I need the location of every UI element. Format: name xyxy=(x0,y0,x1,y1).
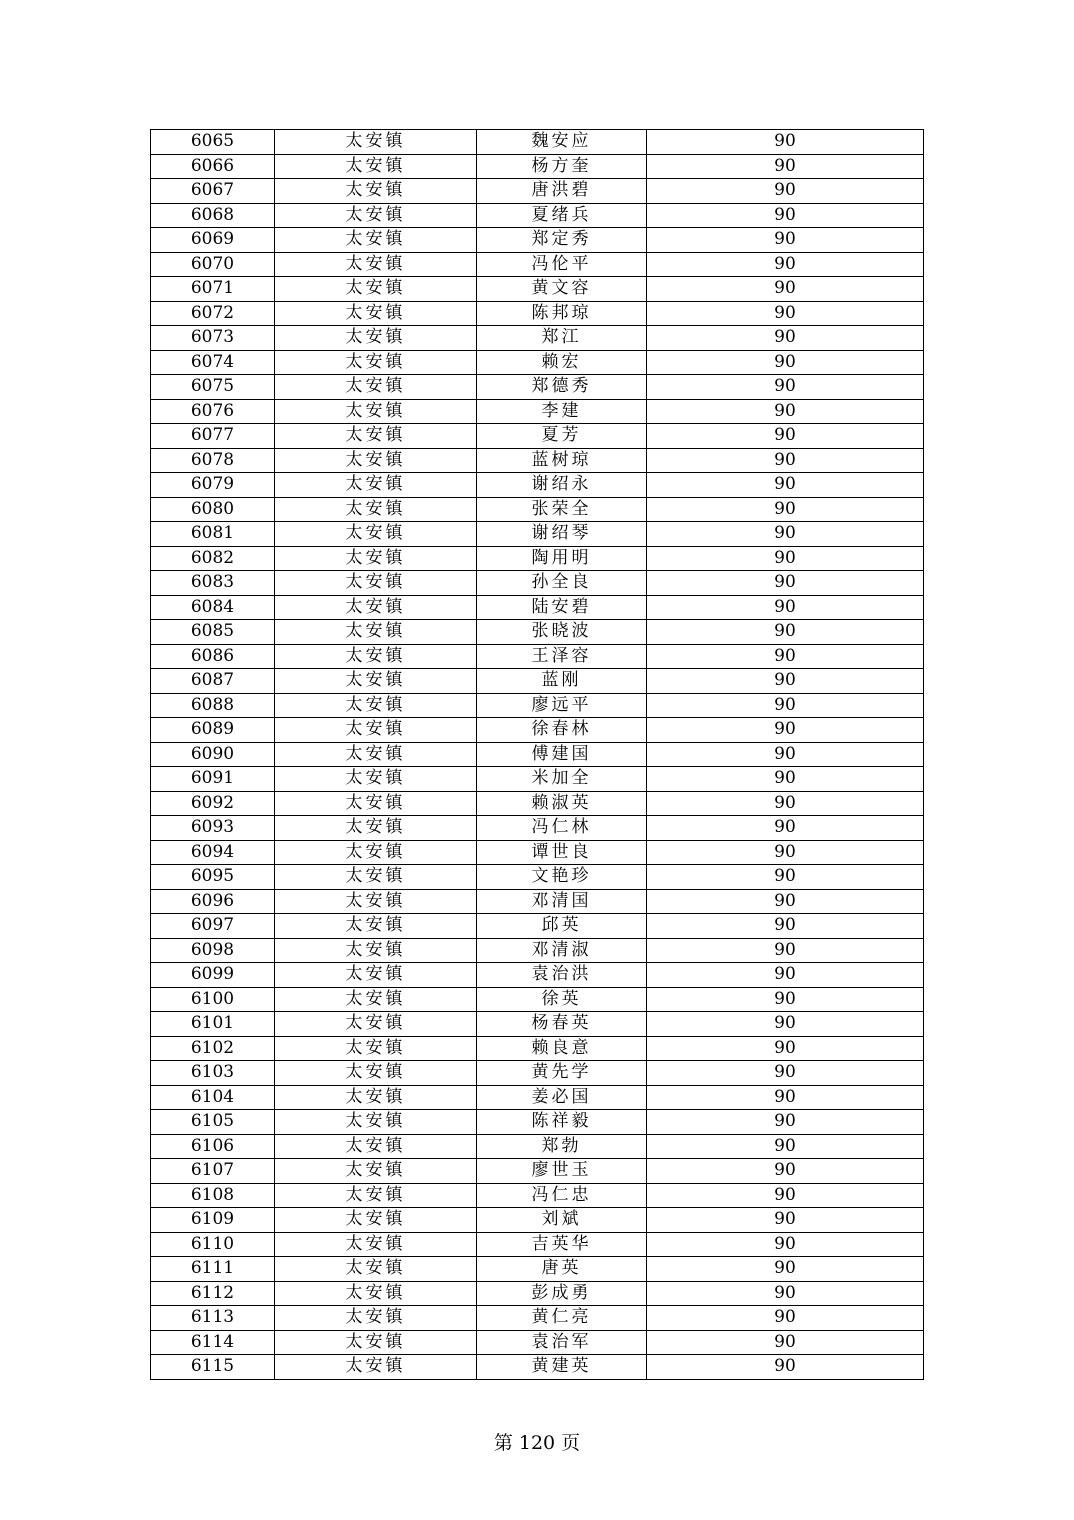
town-cell: 太安镇 xyxy=(275,424,477,449)
name-cell: 黄先学 xyxy=(477,1061,647,1086)
name-cell: 谢绍永 xyxy=(477,473,647,498)
value-cell: 90 xyxy=(647,840,924,865)
town-cell: 太安镇 xyxy=(275,840,477,865)
table-row xyxy=(151,350,924,375)
value-cell: 90 xyxy=(647,1036,924,1061)
value-cell: 90 xyxy=(647,595,924,620)
value-cell: 90 xyxy=(647,1159,924,1184)
row-number-cell: 6102 xyxy=(151,1036,275,1061)
value-cell: 90 xyxy=(647,1232,924,1257)
name-cell: 徐英 xyxy=(477,987,647,1012)
town-cell: 太安镇 xyxy=(275,742,477,767)
name-cell: 黄仁亮 xyxy=(477,1306,647,1331)
row-number-cell: 6065 xyxy=(151,130,275,155)
value-cell: 90 xyxy=(647,546,924,571)
name-cell: 孙全良 xyxy=(477,571,647,596)
table-row xyxy=(151,399,924,424)
row-number-cell: 6100 xyxy=(151,987,275,1012)
name-cell: 冯仁林 xyxy=(477,816,647,841)
table-row xyxy=(151,718,924,743)
town-cell: 太安镇 xyxy=(275,767,477,792)
name-cell: 魏安应 xyxy=(477,130,647,155)
row-number-cell: 6087 xyxy=(151,669,275,694)
town-cell: 太安镇 xyxy=(275,595,477,620)
name-cell: 夏绪兵 xyxy=(477,203,647,228)
town-cell: 太安镇 xyxy=(275,987,477,1012)
table-row xyxy=(151,669,924,694)
row-number-cell: 6077 xyxy=(151,424,275,449)
value-cell: 90 xyxy=(647,571,924,596)
name-cell: 王泽容 xyxy=(477,644,647,669)
table-row xyxy=(151,252,924,277)
town-cell: 太安镇 xyxy=(275,130,477,155)
table-row xyxy=(151,767,924,792)
town-cell: 太安镇 xyxy=(275,252,477,277)
table-row xyxy=(151,963,924,988)
name-cell: 黄建英 xyxy=(477,1355,647,1380)
name-cell: 彭成勇 xyxy=(477,1281,647,1306)
value-cell: 90 xyxy=(647,399,924,424)
table-row xyxy=(151,1183,924,1208)
table-row xyxy=(151,742,924,767)
value-cell: 90 xyxy=(647,718,924,743)
row-number-cell: 6107 xyxy=(151,1159,275,1184)
page-number: 第 120 页 xyxy=(493,1432,581,1454)
value-cell: 90 xyxy=(647,1183,924,1208)
name-cell: 夏芳 xyxy=(477,424,647,449)
table-row xyxy=(151,1085,924,1110)
row-number-cell: 6074 xyxy=(151,350,275,375)
value-cell: 90 xyxy=(647,424,924,449)
name-cell: 郑德秀 xyxy=(477,375,647,400)
table-row xyxy=(151,914,924,939)
town-cell: 太安镇 xyxy=(275,1134,477,1159)
value-cell: 90 xyxy=(647,448,924,473)
row-number-cell: 6066 xyxy=(151,154,275,179)
value-cell: 90 xyxy=(647,1306,924,1331)
row-number-cell: 6103 xyxy=(151,1061,275,1086)
row-number-cell: 6094 xyxy=(151,840,275,865)
row-number-cell: 6095 xyxy=(151,865,275,890)
town-cell: 太安镇 xyxy=(275,1232,477,1257)
town-cell: 太安镇 xyxy=(275,644,477,669)
name-cell: 杨方奎 xyxy=(477,154,647,179)
town-cell: 太安镇 xyxy=(275,718,477,743)
row-number-cell: 6082 xyxy=(151,546,275,571)
table-row xyxy=(151,865,924,890)
row-number-cell: 6070 xyxy=(151,252,275,277)
row-number-cell: 6092 xyxy=(151,791,275,816)
table-row xyxy=(151,1306,924,1331)
value-cell: 90 xyxy=(647,497,924,522)
town-cell: 太安镇 xyxy=(275,301,477,326)
name-cell: 李建 xyxy=(477,399,647,424)
town-cell: 太安镇 xyxy=(275,203,477,228)
row-number-cell: 6096 xyxy=(151,889,275,914)
value-cell: 90 xyxy=(647,375,924,400)
table-row xyxy=(151,203,924,228)
row-number-cell: 6073 xyxy=(151,326,275,351)
value-cell: 90 xyxy=(647,130,924,155)
value-cell: 90 xyxy=(647,767,924,792)
value-cell: 90 xyxy=(647,350,924,375)
roster-table-container xyxy=(150,129,923,1380)
town-cell: 太安镇 xyxy=(275,1183,477,1208)
value-cell: 90 xyxy=(647,1012,924,1037)
table-row xyxy=(151,840,924,865)
row-number-cell: 6069 xyxy=(151,228,275,253)
value-cell: 90 xyxy=(647,1330,924,1355)
table-row xyxy=(151,546,924,571)
value-cell: 90 xyxy=(647,473,924,498)
table-row xyxy=(151,816,924,841)
row-number-cell: 6104 xyxy=(151,1085,275,1110)
row-number-cell: 6084 xyxy=(151,595,275,620)
table-row xyxy=(151,424,924,449)
table-row xyxy=(151,179,924,204)
row-number-cell: 6076 xyxy=(151,399,275,424)
name-cell: 陈祥毅 xyxy=(477,1110,647,1135)
town-cell: 太安镇 xyxy=(275,375,477,400)
town-cell: 太安镇 xyxy=(275,620,477,645)
row-number-cell: 6067 xyxy=(151,179,275,204)
name-cell: 唐洪碧 xyxy=(477,179,647,204)
value-cell: 90 xyxy=(647,987,924,1012)
name-cell: 郑勃 xyxy=(477,1134,647,1159)
row-number-cell: 6112 xyxy=(151,1281,275,1306)
table-row xyxy=(151,154,924,179)
town-cell: 太安镇 xyxy=(275,1110,477,1135)
town-cell: 太安镇 xyxy=(275,1355,477,1380)
value-cell: 90 xyxy=(647,620,924,645)
name-cell: 米加全 xyxy=(477,767,647,792)
table-row xyxy=(151,889,924,914)
town-cell: 太安镇 xyxy=(275,448,477,473)
table-row xyxy=(151,1208,924,1233)
name-cell: 廖远平 xyxy=(477,693,647,718)
town-cell: 太安镇 xyxy=(275,1061,477,1086)
row-number-cell: 6086 xyxy=(151,644,275,669)
name-cell: 袁治军 xyxy=(477,1330,647,1355)
value-cell: 90 xyxy=(647,669,924,694)
row-number-cell: 6109 xyxy=(151,1208,275,1233)
town-cell: 太安镇 xyxy=(275,522,477,547)
town-cell: 太安镇 xyxy=(275,497,477,522)
town-cell: 太安镇 xyxy=(275,1208,477,1233)
table-row xyxy=(151,1355,924,1380)
row-number-cell: 6085 xyxy=(151,620,275,645)
town-cell: 太安镇 xyxy=(275,889,477,914)
table-row xyxy=(151,1036,924,1061)
name-cell: 张荣全 xyxy=(477,497,647,522)
row-number-cell: 6108 xyxy=(151,1183,275,1208)
table-row xyxy=(151,1281,924,1306)
value-cell: 90 xyxy=(647,865,924,890)
name-cell: 徐春林 xyxy=(477,718,647,743)
table-row xyxy=(151,1159,924,1184)
value-cell: 90 xyxy=(647,938,924,963)
row-number-cell: 6110 xyxy=(151,1232,275,1257)
value-cell: 90 xyxy=(647,1281,924,1306)
row-number-cell: 6114 xyxy=(151,1330,275,1355)
town-cell: 太安镇 xyxy=(275,816,477,841)
name-cell: 冯仁忠 xyxy=(477,1183,647,1208)
town-cell: 太安镇 xyxy=(275,1159,477,1184)
town-cell: 太安镇 xyxy=(275,350,477,375)
name-cell: 赖宏 xyxy=(477,350,647,375)
row-number-cell: 6115 xyxy=(151,1355,275,1380)
name-cell: 袁治洪 xyxy=(477,963,647,988)
value-cell: 90 xyxy=(647,252,924,277)
row-number-cell: 6083 xyxy=(151,571,275,596)
value-cell: 90 xyxy=(647,963,924,988)
table-row xyxy=(151,987,924,1012)
row-number-cell: 6088 xyxy=(151,693,275,718)
name-cell: 谭世良 xyxy=(477,840,647,865)
name-cell: 赖良意 xyxy=(477,1036,647,1061)
value-cell: 90 xyxy=(647,1134,924,1159)
table-row xyxy=(151,1061,924,1086)
name-cell: 吉英华 xyxy=(477,1232,647,1257)
table-row xyxy=(151,1257,924,1282)
name-cell: 赖淑英 xyxy=(477,791,647,816)
town-cell: 太安镇 xyxy=(275,1257,477,1282)
town-cell: 太安镇 xyxy=(275,693,477,718)
table-row xyxy=(151,130,924,155)
town-cell: 太安镇 xyxy=(275,473,477,498)
name-cell: 唐英 xyxy=(477,1257,647,1282)
table-row xyxy=(151,1134,924,1159)
row-number-cell: 6098 xyxy=(151,938,275,963)
town-cell: 太安镇 xyxy=(275,179,477,204)
name-cell: 廖世玉 xyxy=(477,1159,647,1184)
name-cell: 蓝树琼 xyxy=(477,448,647,473)
name-cell: 杨春英 xyxy=(477,1012,647,1037)
town-cell: 太安镇 xyxy=(275,1012,477,1037)
row-number-cell: 6111 xyxy=(151,1257,275,1282)
value-cell: 90 xyxy=(647,1061,924,1086)
table-row xyxy=(151,791,924,816)
name-cell: 张晓波 xyxy=(477,620,647,645)
name-cell: 刘斌 xyxy=(477,1208,647,1233)
row-number-cell: 6089 xyxy=(151,718,275,743)
table-row xyxy=(151,1232,924,1257)
row-number-cell: 6106 xyxy=(151,1134,275,1159)
town-cell: 太安镇 xyxy=(275,963,477,988)
value-cell: 90 xyxy=(647,203,924,228)
name-cell: 陶用明 xyxy=(477,546,647,571)
table-row xyxy=(151,301,924,326)
table-row xyxy=(151,375,924,400)
row-number-cell: 6081 xyxy=(151,522,275,547)
row-number-cell: 6080 xyxy=(151,497,275,522)
row-number-cell: 6068 xyxy=(151,203,275,228)
row-number-cell: 6071 xyxy=(151,277,275,302)
value-cell: 90 xyxy=(647,889,924,914)
name-cell: 郑定秀 xyxy=(477,228,647,253)
value-cell: 90 xyxy=(647,301,924,326)
value-cell: 90 xyxy=(647,228,924,253)
town-cell: 太安镇 xyxy=(275,914,477,939)
town-cell: 太安镇 xyxy=(275,938,477,963)
value-cell: 90 xyxy=(647,326,924,351)
value-cell: 90 xyxy=(647,644,924,669)
name-cell: 蓝刚 xyxy=(477,669,647,694)
row-number-cell: 6099 xyxy=(151,963,275,988)
table-row xyxy=(151,522,924,547)
table-row xyxy=(151,228,924,253)
row-number-cell: 6090 xyxy=(151,742,275,767)
value-cell: 90 xyxy=(647,816,924,841)
town-cell: 太安镇 xyxy=(275,865,477,890)
row-number-cell: 6105 xyxy=(151,1110,275,1135)
roster-table-body xyxy=(151,130,924,1380)
value-cell: 90 xyxy=(647,1085,924,1110)
town-cell: 太安镇 xyxy=(275,791,477,816)
value-cell: 90 xyxy=(647,179,924,204)
town-cell: 太安镇 xyxy=(275,1330,477,1355)
row-number-cell: 6113 xyxy=(151,1306,275,1331)
row-number-cell: 6072 xyxy=(151,301,275,326)
row-number-cell: 6091 xyxy=(151,767,275,792)
table-row xyxy=(151,448,924,473)
town-cell: 太安镇 xyxy=(275,399,477,424)
name-cell: 陆安碧 xyxy=(477,595,647,620)
row-number-cell: 6093 xyxy=(151,816,275,841)
name-cell: 冯伦平 xyxy=(477,252,647,277)
town-cell: 太安镇 xyxy=(275,1306,477,1331)
row-number-cell: 6079 xyxy=(151,473,275,498)
table-row xyxy=(151,497,924,522)
table-row xyxy=(151,938,924,963)
town-cell: 太安镇 xyxy=(275,277,477,302)
value-cell: 90 xyxy=(647,1355,924,1380)
name-cell: 陈邦琼 xyxy=(477,301,647,326)
name-cell: 郑江 xyxy=(477,326,647,351)
name-cell: 邱英 xyxy=(477,914,647,939)
name-cell: 邓清国 xyxy=(477,889,647,914)
table-row xyxy=(151,620,924,645)
name-cell: 谢绍琴 xyxy=(477,522,647,547)
value-cell: 90 xyxy=(647,693,924,718)
row-number-cell: 6097 xyxy=(151,914,275,939)
town-cell: 太安镇 xyxy=(275,571,477,596)
town-cell: 太安镇 xyxy=(275,669,477,694)
name-cell: 黄文容 xyxy=(477,277,647,302)
value-cell: 90 xyxy=(647,1110,924,1135)
name-cell: 文艳珍 xyxy=(477,865,647,890)
table-row xyxy=(151,326,924,351)
town-cell: 太安镇 xyxy=(275,1085,477,1110)
value-cell: 90 xyxy=(647,1257,924,1282)
value-cell: 90 xyxy=(647,914,924,939)
table-row xyxy=(151,1012,924,1037)
value-cell: 90 xyxy=(647,154,924,179)
table-row xyxy=(151,1330,924,1355)
table-row xyxy=(151,595,924,620)
value-cell: 90 xyxy=(647,791,924,816)
value-cell: 90 xyxy=(647,742,924,767)
table-row xyxy=(151,277,924,302)
town-cell: 太安镇 xyxy=(275,546,477,571)
table-row xyxy=(151,1110,924,1135)
town-cell: 太安镇 xyxy=(275,1036,477,1061)
row-number-cell: 6101 xyxy=(151,1012,275,1037)
name-cell: 邓清淑 xyxy=(477,938,647,963)
value-cell: 90 xyxy=(647,1208,924,1233)
table-row xyxy=(151,473,924,498)
table-row xyxy=(151,644,924,669)
town-cell: 太安镇 xyxy=(275,154,477,179)
town-cell: 太安镇 xyxy=(275,228,477,253)
name-cell: 姜必国 xyxy=(477,1085,647,1110)
name-cell: 傅建国 xyxy=(477,742,647,767)
row-number-cell: 6078 xyxy=(151,448,275,473)
value-cell: 90 xyxy=(647,277,924,302)
town-cell: 太安镇 xyxy=(275,326,477,351)
value-cell: 90 xyxy=(647,522,924,547)
roster-table xyxy=(150,129,924,1380)
row-number-cell: 6075 xyxy=(151,375,275,400)
table-row xyxy=(151,693,924,718)
table-row xyxy=(151,571,924,596)
town-cell: 太安镇 xyxy=(275,1281,477,1306)
